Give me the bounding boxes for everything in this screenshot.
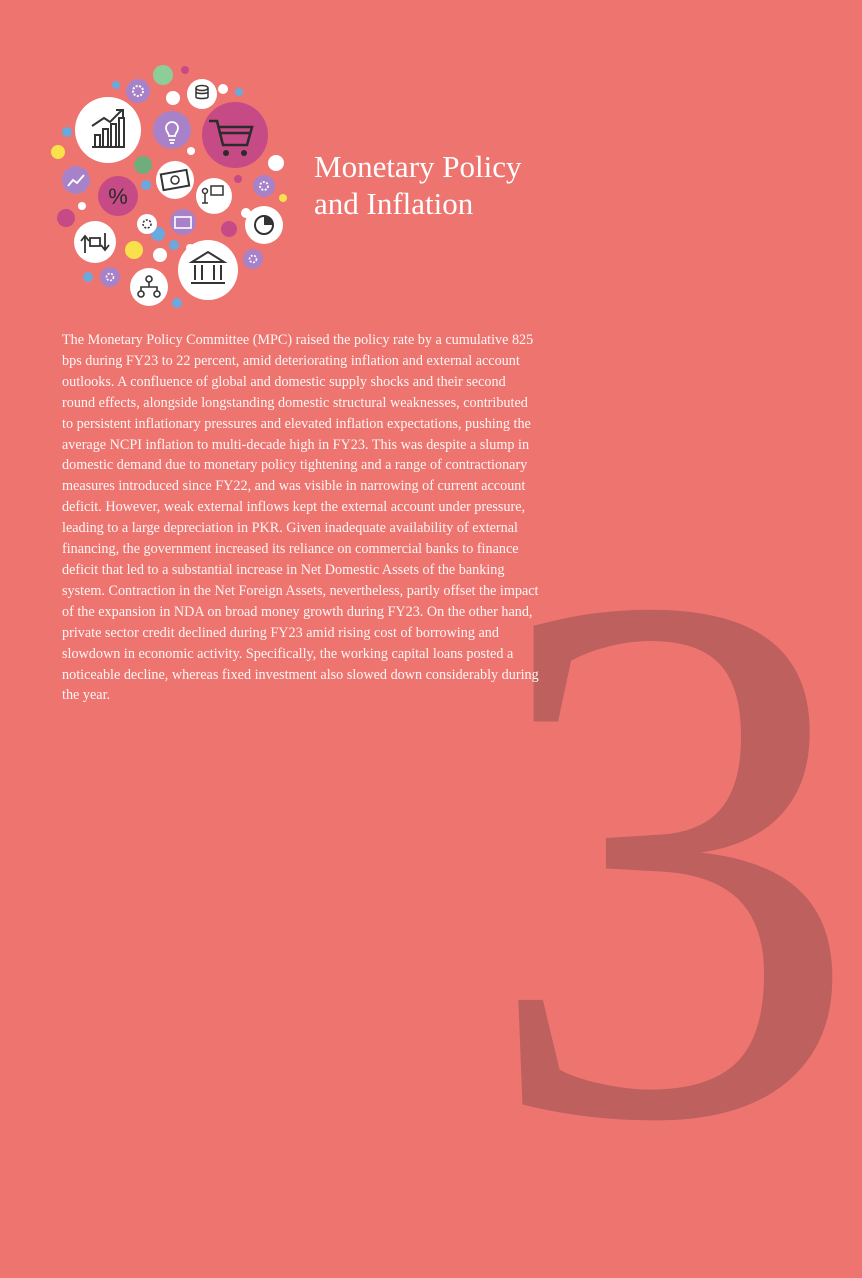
market-arrows-icon bbox=[74, 221, 116, 263]
chapter-number: 3 bbox=[482, 437, 862, 1278]
gear-icon-quinary bbox=[100, 267, 120, 287]
lightbulb-icon bbox=[153, 111, 191, 149]
banknote-icon bbox=[156, 161, 194, 199]
pie-chart-icon bbox=[245, 206, 283, 244]
percent-icon bbox=[98, 176, 138, 216]
bank-building-icon bbox=[178, 240, 238, 300]
svg-text:%: % bbox=[108, 184, 128, 209]
chapter-summary: The Monetary Policy Committee (MPC) raised the policy rate by a cumulative 825 bps during FY23 to 22 percent, amid deteriorating inflation and external account outlooks. A confluence of global and domestic supply shocks and their second round effects, alongside longstanding domestic structural weaknesses, contributed to persistent inflationary pressures and elevated inflation expectations, pushing the average NCPI inflation to multi-decade high in FY23. This was despite a slump in domestic demand due to monetary policy tightening and a range of contractionary measures introduced since FY22, and was visible in narrowing of current account deficit. However, weak external inflows kept the external account under pressure, leading to a large depreciation in PKR. Given inadequate availability of external financing, the government increased its reliance on commercial banks to finance deficit that led to a substantial increase in Net Domestic Assets of the banking system. Contraction in the Net Foreign Assets, nevertheless, partly offset the impact of the expansion in NDA on broad money growth during FY23. On the other hand, private sector credit declined during FY23 amid rising cost of borrowing and slowdown in economic activity. Specifically, the working capital loans posted a noticeable decline, whereas fixed investment also slowed down considerably during the year. bbox=[62, 332, 539, 704]
gear-icon-tertiary bbox=[253, 175, 275, 197]
gear-icon bbox=[126, 79, 150, 103]
presenter-icon bbox=[196, 178, 232, 214]
page-title-line-2: and Inflation bbox=[314, 186, 474, 221]
gear-icon-small bbox=[137, 214, 157, 234]
gear-icon-quaternary bbox=[243, 249, 263, 269]
gear-icon-secondary bbox=[134, 156, 152, 174]
wallet-icon bbox=[170, 209, 196, 235]
decorative-dot-large bbox=[221, 221, 237, 237]
icon-cluster bbox=[0, 0, 300, 320]
network-icon bbox=[130, 268, 168, 306]
line-graph-icon bbox=[62, 166, 90, 194]
page-title-line-1: Monetary Policy bbox=[314, 149, 522, 184]
coins-icon bbox=[187, 79, 217, 109]
growth-chart-icon bbox=[75, 97, 141, 163]
shopping-cart-icon bbox=[202, 102, 268, 168]
page-title bbox=[314, 148, 522, 222]
